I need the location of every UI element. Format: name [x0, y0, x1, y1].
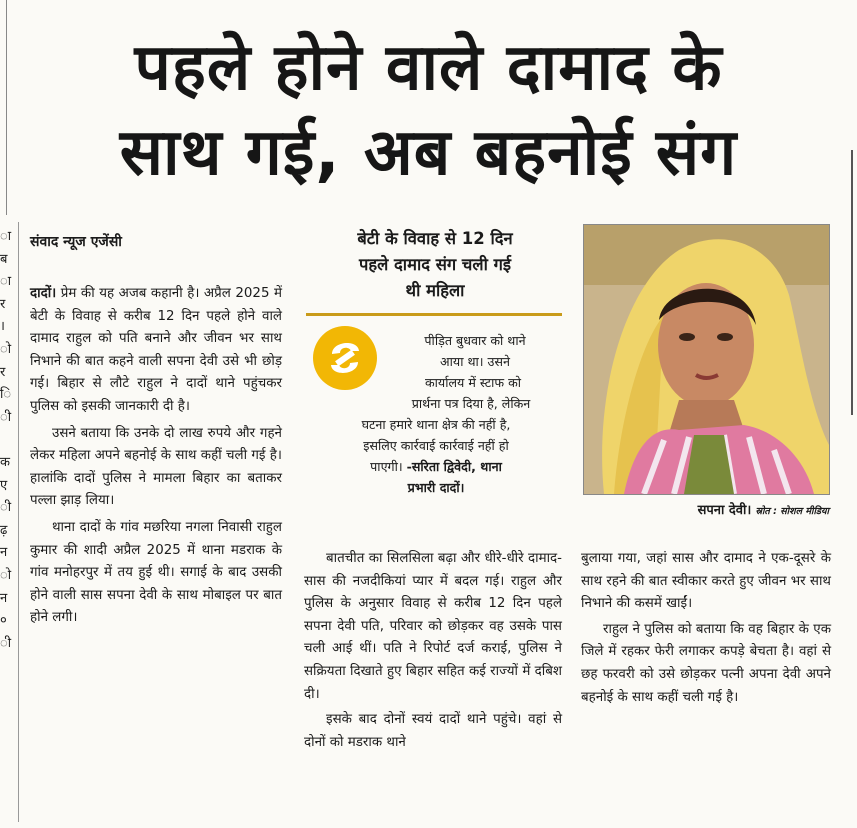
- subhead: बेटी के विवाह से 12 दिन पहले दामाद संग चली गई थी महिला: [357, 229, 513, 300]
- clipped-char: ी: [0, 635, 12, 651]
- col2-paragraph-2: इसके बाद दोनों स्वयं दादों थाने पहुंचे। वहां से दोनों को मडराक थाने: [304, 712, 562, 750]
- portrait-image: [584, 225, 829, 494]
- clipped-char: ढ़: [0, 522, 8, 538]
- col1-paragraph-3: थाना दादों के गांव मछरिया नगला निवासी राहुल कुमार की शादी अप्रैल 2025 में थाना मडराक के गांव मनोहरपुर में तय हुई थी। सगाई के बाद उसकी होने वाली सास सपना देवी के साथ मोबाइल पर बात होने लगी।: [30, 519, 282, 626]
- column-divider-left: [18, 222, 19, 822]
- clipped-char: ी: [0, 500, 12, 516]
- col2-paragraph-1: बातचीत का सिलसिला बढ़ा और धीरे-धीरे दामाद-सास की नजदीकियां प्यार में बदल गई। राहुल और पुलिस के अनुसार विवाह से करीब 12 दिन पहले सपना देवी पति, परिवार को छोड़कर वह उसके पास चली आई थीं। पति ने रिपोर्ट दर्ज कराई, पुलिस ने सक्रियता दिखाते हुए बिहार सहित कई राज्यों में दबिश दी।: [304, 551, 562, 702]
- left-clipped-column: [0, 226, 14, 826]
- headline-line-1: पहले होने वाले दामाद के: [134, 31, 723, 105]
- clipped-char: ी: [0, 409, 12, 425]
- column-divider-right: [851, 150, 853, 415]
- clipped-char: ि: [0, 387, 12, 403]
- clipped-char: क: [0, 454, 10, 470]
- byline: संवाद न्यूज एजेंसी: [30, 234, 122, 250]
- clipped-char: ए: [0, 477, 8, 493]
- subhead-rule: [306, 313, 562, 316]
- clipped-char: ो: [0, 341, 12, 357]
- col1-paragraph-1: दादों। प्रेम की यह अजब कहानी है। अप्रैल 2025 में बेटी के विवाह से करीब 12 दिन पहले होने वाले दामाद राहुल को पति बनाने और जीवन भर साथ निभाने की बात कहने वाली सपना देवी उसे भी छोड़ गई। बिहार से लौटे राहुल ने दादों थाने पहुंचकर पुलिस को इसकी जानकारी दी है।: [30, 286, 282, 414]
- clipped-char: ०: [0, 613, 7, 629]
- clipped-char: ा: [0, 274, 12, 290]
- clipped-char: ा: [0, 229, 12, 244]
- col1-paragraph-2: उसने बताया कि उनके दो लाख रुपये और गहने लेकर महिला अपने बहनोई के साथ कहीं चली गई है। हालांकि दादों पुलिस ने मामला बिहार का बताकर पल्ला झाड़ लिया।: [30, 425, 282, 509]
- caption-name: सपना देवी।: [697, 503, 752, 518]
- clipped-char: न: [0, 545, 8, 561]
- photo-caption: [584, 500, 829, 518]
- dateline: दादों।: [30, 286, 57, 301]
- clipped-char: न: [0, 590, 8, 606]
- page-edge-left-top: [6, 0, 7, 215]
- headline-line-2: साथ गई, अब बहनोई संग: [119, 116, 738, 190]
- clipped-char: र: [0, 364, 6, 380]
- col3-paragraph-1: बुलाया गया, जहां सास और दामाद ने एक-दूसरे के साथ रहने की बात स्वीकार करते हुए जीवन भर साथ निभाने की कसमें खाईं।: [581, 551, 831, 612]
- clipped-char: [0, 429, 14, 452]
- clipped-char: र: [0, 296, 6, 312]
- article-column-3: [581, 548, 831, 709]
- photo-sapna-devi: [583, 224, 830, 495]
- caption-source: स्रोत : सोशल मीडिया: [755, 506, 829, 517]
- clipped-char: ो: [0, 567, 12, 583]
- clipped-char: ब: [0, 251, 8, 267]
- col3-paragraph-2: राहुल ने पुलिस को बताया कि वह बिहार के एक जिले में रहकर फेरी लगाकर कपड़े बेचता है। वहां से छह फरवरी को उसे छोड़कर पत्नी अपना देवी अपने बहनोई के साथ कहीं चली गई है।: [581, 621, 831, 705]
- article-column-1: [30, 283, 282, 630]
- police-quote: पीड़ित बुधवार को थाने आया था। उसने कार्यालय में स्टाफ को प्रार्थना पत्र दिया है, लेकिन घटना हमारे थाना क्षेत्र की नहीं है, इसलिए कार्रवाई कार्रवाई नहीं हो पाएगी। -सरिता द्विवेदी, थाना प्रभारी दादों।: [361, 333, 531, 495]
- clipped-char: ।: [0, 319, 5, 335]
- article-column-2: [304, 548, 562, 754]
